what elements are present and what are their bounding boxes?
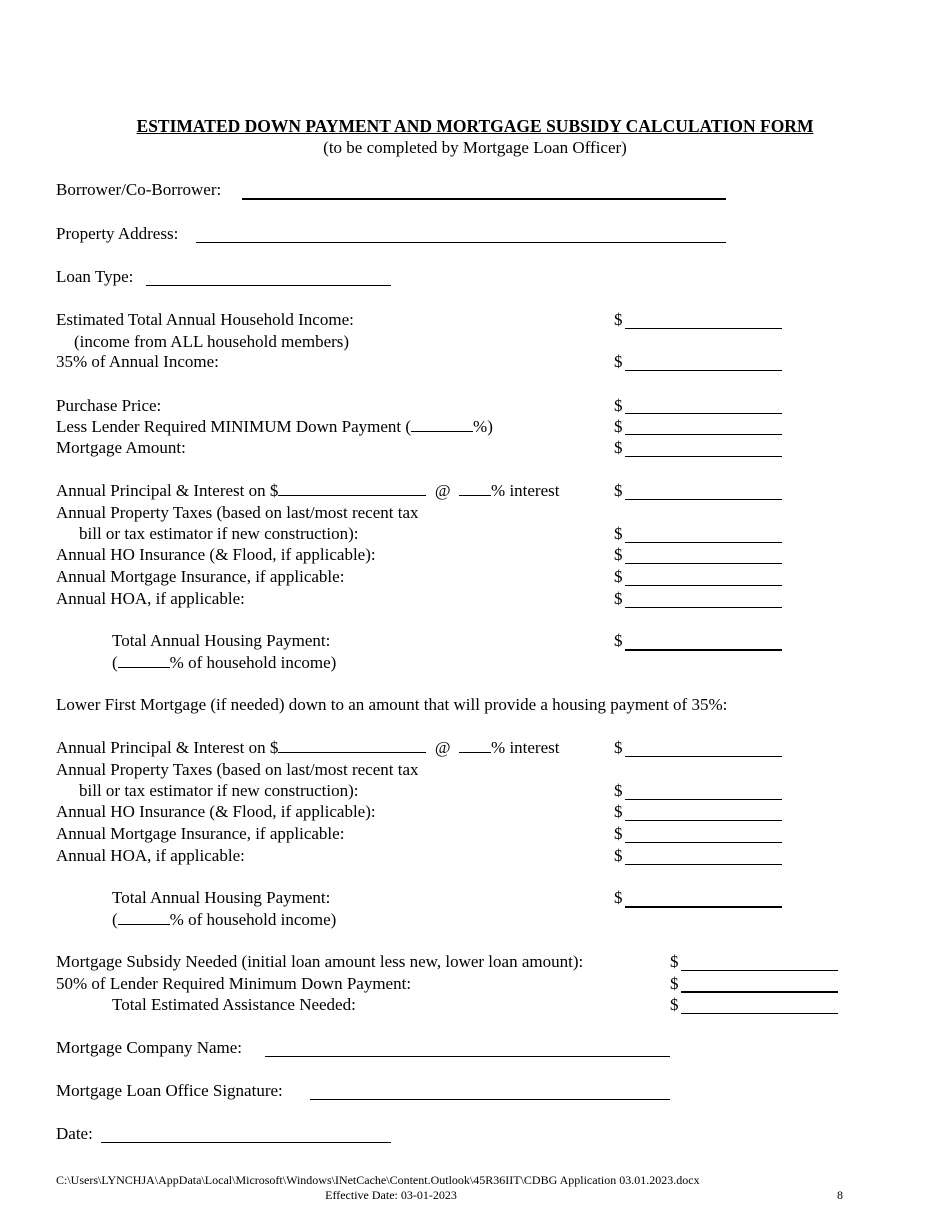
total-housing-label-2: Total Annual Housing Payment: xyxy=(112,888,331,907)
mortgage-amount-value[interactable] xyxy=(625,456,782,457)
subsidy-needed-amount[interactable] xyxy=(681,970,838,971)
pi-rate-field-1[interactable] xyxy=(459,481,491,496)
property-address-field[interactable] xyxy=(196,242,726,243)
dollar-sign: $ xyxy=(614,524,623,543)
date-label: Date: xyxy=(56,1124,93,1143)
pct-income-label-2: ( % of household income) xyxy=(112,910,337,929)
dollar-sign: $ xyxy=(614,824,623,843)
tax-label-1b: bill or tax estimator if new construction): xyxy=(79,524,359,543)
total-housing-label-1: Total Annual Housing Payment: xyxy=(112,631,331,650)
mi-label-2: Annual Mortgage Insurance, if applicable: xyxy=(56,824,345,843)
hoa-label-2: Annual HOA, if applicable: xyxy=(56,846,245,865)
dollar-sign: $ xyxy=(614,846,623,865)
company-name-field[interactable] xyxy=(265,1056,670,1057)
dollar-sign: $ xyxy=(670,952,679,971)
dollar-sign: $ xyxy=(614,631,623,650)
pi-label-1: Annual Principal & Interest on $ @ % interest xyxy=(56,481,560,500)
tax-amount-1[interactable] xyxy=(625,542,782,543)
loan-type-label: Loan Type: xyxy=(56,267,134,286)
dollar-sign: $ xyxy=(614,781,623,800)
pi-amount-1[interactable] xyxy=(625,499,782,500)
footer-file-path: C:\Users\LYNCHJA\AppData\Local\Microsoft\Windows\INetCache\Content.Outlook\45R36IIT\CDBG Application 03.01.2023.docx xyxy=(56,1173,700,1187)
est-income-label: Estimated Total Annual Household Income: xyxy=(56,310,354,329)
dollar-sign: $ xyxy=(614,545,623,564)
dollar-sign: $ xyxy=(670,995,679,1014)
date-field[interactable] xyxy=(101,1142,391,1143)
mi-label-1: Annual Mortgage Insurance, if applicable: xyxy=(56,567,345,586)
dollar-sign: $ xyxy=(614,396,623,415)
mi-amount-2[interactable] xyxy=(625,842,782,843)
borrower-label: Borrower/Co-Borrower: xyxy=(56,180,222,199)
down-payment-amount[interactable] xyxy=(625,434,782,435)
ho-label-1: Annual HO Insurance (& Flood, if applicable): xyxy=(56,545,376,564)
form-title: ESTIMATED DOWN PAYMENT AND MORTGAGE SUBSIDY CALCULATION FORM xyxy=(136,116,814,136)
ho-label-2: Annual HO Insurance (& Flood, if applicable): xyxy=(56,802,376,821)
pi-label-2: Annual Principal & Interest on $ @ % interest xyxy=(56,738,560,757)
page-number: 8 xyxy=(837,1188,843,1202)
pi-amount-2[interactable] xyxy=(625,756,782,757)
loan-type-field[interactable] xyxy=(146,285,391,286)
tax-label-2: Annual Property Taxes (based on last/most recent tax xyxy=(56,760,419,779)
est-income-note: (income from ALL household members) xyxy=(74,332,350,351)
dollar-sign: $ xyxy=(670,974,679,993)
down-pct-field[interactable] xyxy=(411,417,473,432)
tax-label-2b: bill or tax estimator if new construction): xyxy=(79,781,359,800)
total-housing-amount-1[interactable] xyxy=(625,649,782,651)
signature-label: Mortgage Loan Office Signature: xyxy=(56,1081,283,1100)
total-housing-amount-2[interactable] xyxy=(625,906,782,908)
dollar-sign: $ xyxy=(614,438,623,457)
pct35-amount[interactable] xyxy=(625,370,782,371)
footer-effective-date: Effective Date: 03-01-2023 xyxy=(325,1188,457,1202)
est-income-amount[interactable] xyxy=(625,328,782,329)
half-down-label: 50% of Lender Required Minimum Down Payment: xyxy=(56,974,412,993)
hoa-label-1: Annual HOA, if applicable: xyxy=(56,589,245,608)
purchase-price-amount[interactable] xyxy=(625,413,782,414)
ho-amount-2[interactable] xyxy=(625,820,782,821)
tax-amount-2[interactable] xyxy=(625,799,782,800)
pct-income-label-1: ( % of household income) xyxy=(112,653,337,672)
total-assistance-label: Total Estimated Assistance Needed: xyxy=(112,995,356,1014)
signature-field[interactable] xyxy=(310,1099,670,1100)
pct-income-field-1[interactable] xyxy=(118,653,170,668)
dollar-sign: $ xyxy=(614,738,623,757)
form-subtitle: (to be completed by Mortgage Loan Officer) xyxy=(323,138,627,157)
pi-rate-field-2[interactable] xyxy=(459,738,491,753)
mi-amount-1[interactable] xyxy=(625,585,782,586)
dollar-sign: $ xyxy=(614,589,623,608)
pi-amount-field-1[interactable] xyxy=(278,481,426,496)
purchase-price-label: Purchase Price: xyxy=(56,396,162,415)
lower-mortgage-note: Lower First Mortgage (if needed) down to an amount that will provide a housing payment of 35%: xyxy=(56,695,728,714)
less-down-label: Less Lender Required MINIMUM Down Payment ( %) xyxy=(56,417,493,436)
subsidy-needed-label: Mortgage Subsidy Needed (initial loan amount less new, lower loan amount): xyxy=(56,952,584,971)
pct35-label: 35% of Annual Income: xyxy=(56,352,219,371)
hoa-amount-2[interactable] xyxy=(625,864,782,865)
total-assistance-amount[interactable] xyxy=(681,1013,838,1014)
pct-income-field-2[interactable] xyxy=(118,910,170,925)
dollar-sign: $ xyxy=(614,352,623,371)
dollar-sign: $ xyxy=(614,481,623,500)
company-name-label: Mortgage Company Name: xyxy=(56,1038,243,1057)
dollar-sign: $ xyxy=(614,802,623,821)
hoa-amount-1[interactable] xyxy=(625,607,782,608)
dollar-sign: $ xyxy=(614,417,623,436)
property-address-label: Property Address: xyxy=(56,224,179,243)
ho-amount-1[interactable] xyxy=(625,563,782,564)
pi-amount-field-2[interactable] xyxy=(278,738,426,753)
dollar-sign: $ xyxy=(614,567,623,586)
tax-label-1: Annual Property Taxes (based on last/most recent tax xyxy=(56,503,419,522)
borrower-field[interactable] xyxy=(242,198,726,200)
dollar-sign: $ xyxy=(614,888,623,907)
half-down-amount[interactable] xyxy=(681,991,838,993)
mortgage-amount-label: Mortgage Amount: xyxy=(56,438,186,457)
dollar-sign: $ xyxy=(614,310,623,329)
